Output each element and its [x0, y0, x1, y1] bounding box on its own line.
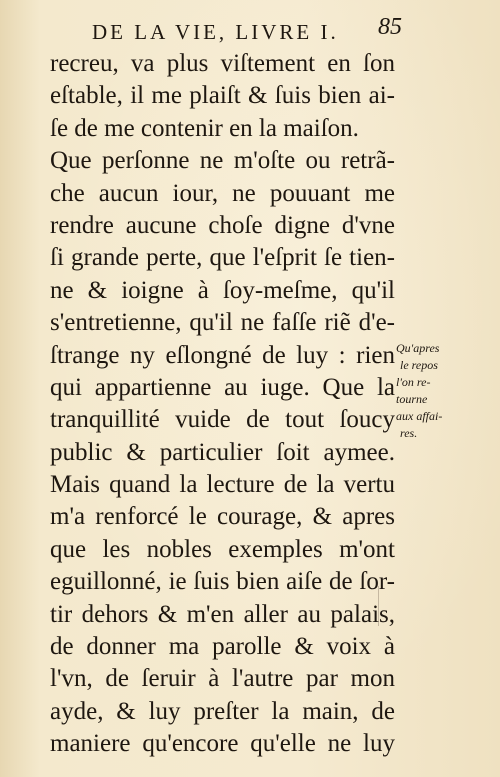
margin-note-line: l'on re-	[396, 375, 431, 389]
body-text	[50, 48, 395, 761]
margin-note-line: le repos	[400, 358, 438, 372]
text-line: que les nobles exemples m'ont	[50, 535, 395, 563]
text-line: Que perſonne ne m'oſte ou retrã-	[50, 147, 395, 175]
text-line: ſtrange ny eſlongné de luy : rien	[50, 341, 395, 369]
text-line: ayde, & luy preſter la main, de	[50, 697, 395, 725]
text-line: ſe de me contenir en la maiſon.	[50, 114, 359, 142]
text-line: tir dehors & m'en aller au palais,	[50, 600, 395, 628]
text-line: m'a renforcé le courage, & apres	[50, 503, 395, 531]
text-line: Mais quand la lecture de la vertu	[50, 471, 395, 499]
text-line: public & particulier ſoit aymee.	[50, 438, 395, 466]
page-number: 85	[378, 14, 402, 40]
text-line: tranquillité vuide de tout ſoucy	[50, 406, 395, 434]
text-line: che aucun iour, ne pouuant me	[50, 179, 395, 207]
text-line: ſi grande perte, que l'eſprit ſe tien-	[50, 244, 395, 272]
text-line: rendre aucune choſe digne d'vne	[50, 211, 395, 239]
text-line: l'vn, de ſeruir à l'autre par mon	[50, 665, 395, 693]
margin-note-line: tourne	[396, 392, 428, 406]
text-line: ne & ioigne à ſoy-meſme, qu'il	[50, 276, 395, 304]
page-header	[92, 14, 402, 44]
margin-note-line: Qu'apres	[396, 341, 440, 355]
text-line: s'entretienne, qu'il ne faſſe riẽ d'e-	[50, 309, 395, 337]
text-line: maniere qu'encore qu'elle ne luy	[50, 730, 395, 758]
text-line: qui appartienne au iuge. Que la	[50, 373, 395, 401]
margin-mark	[378, 586, 379, 626]
text-line: recreu, va plus viſtement en ſon	[50, 50, 395, 77]
margin-note-line: res.	[400, 426, 418, 440]
margin-note	[396, 340, 466, 442]
margin-note-line: aux affai-	[396, 409, 443, 423]
text-line: eguillonné, ie ſuis bien aiſe de ſor-	[50, 568, 395, 596]
running-head: DE LA VIE, LIVRE I.	[92, 20, 339, 44]
text-line: eſtable, il me plaiſt & ſuis bien ai-	[50, 82, 395, 110]
text-line: de donner ma parolle & voix à	[50, 633, 395, 661]
